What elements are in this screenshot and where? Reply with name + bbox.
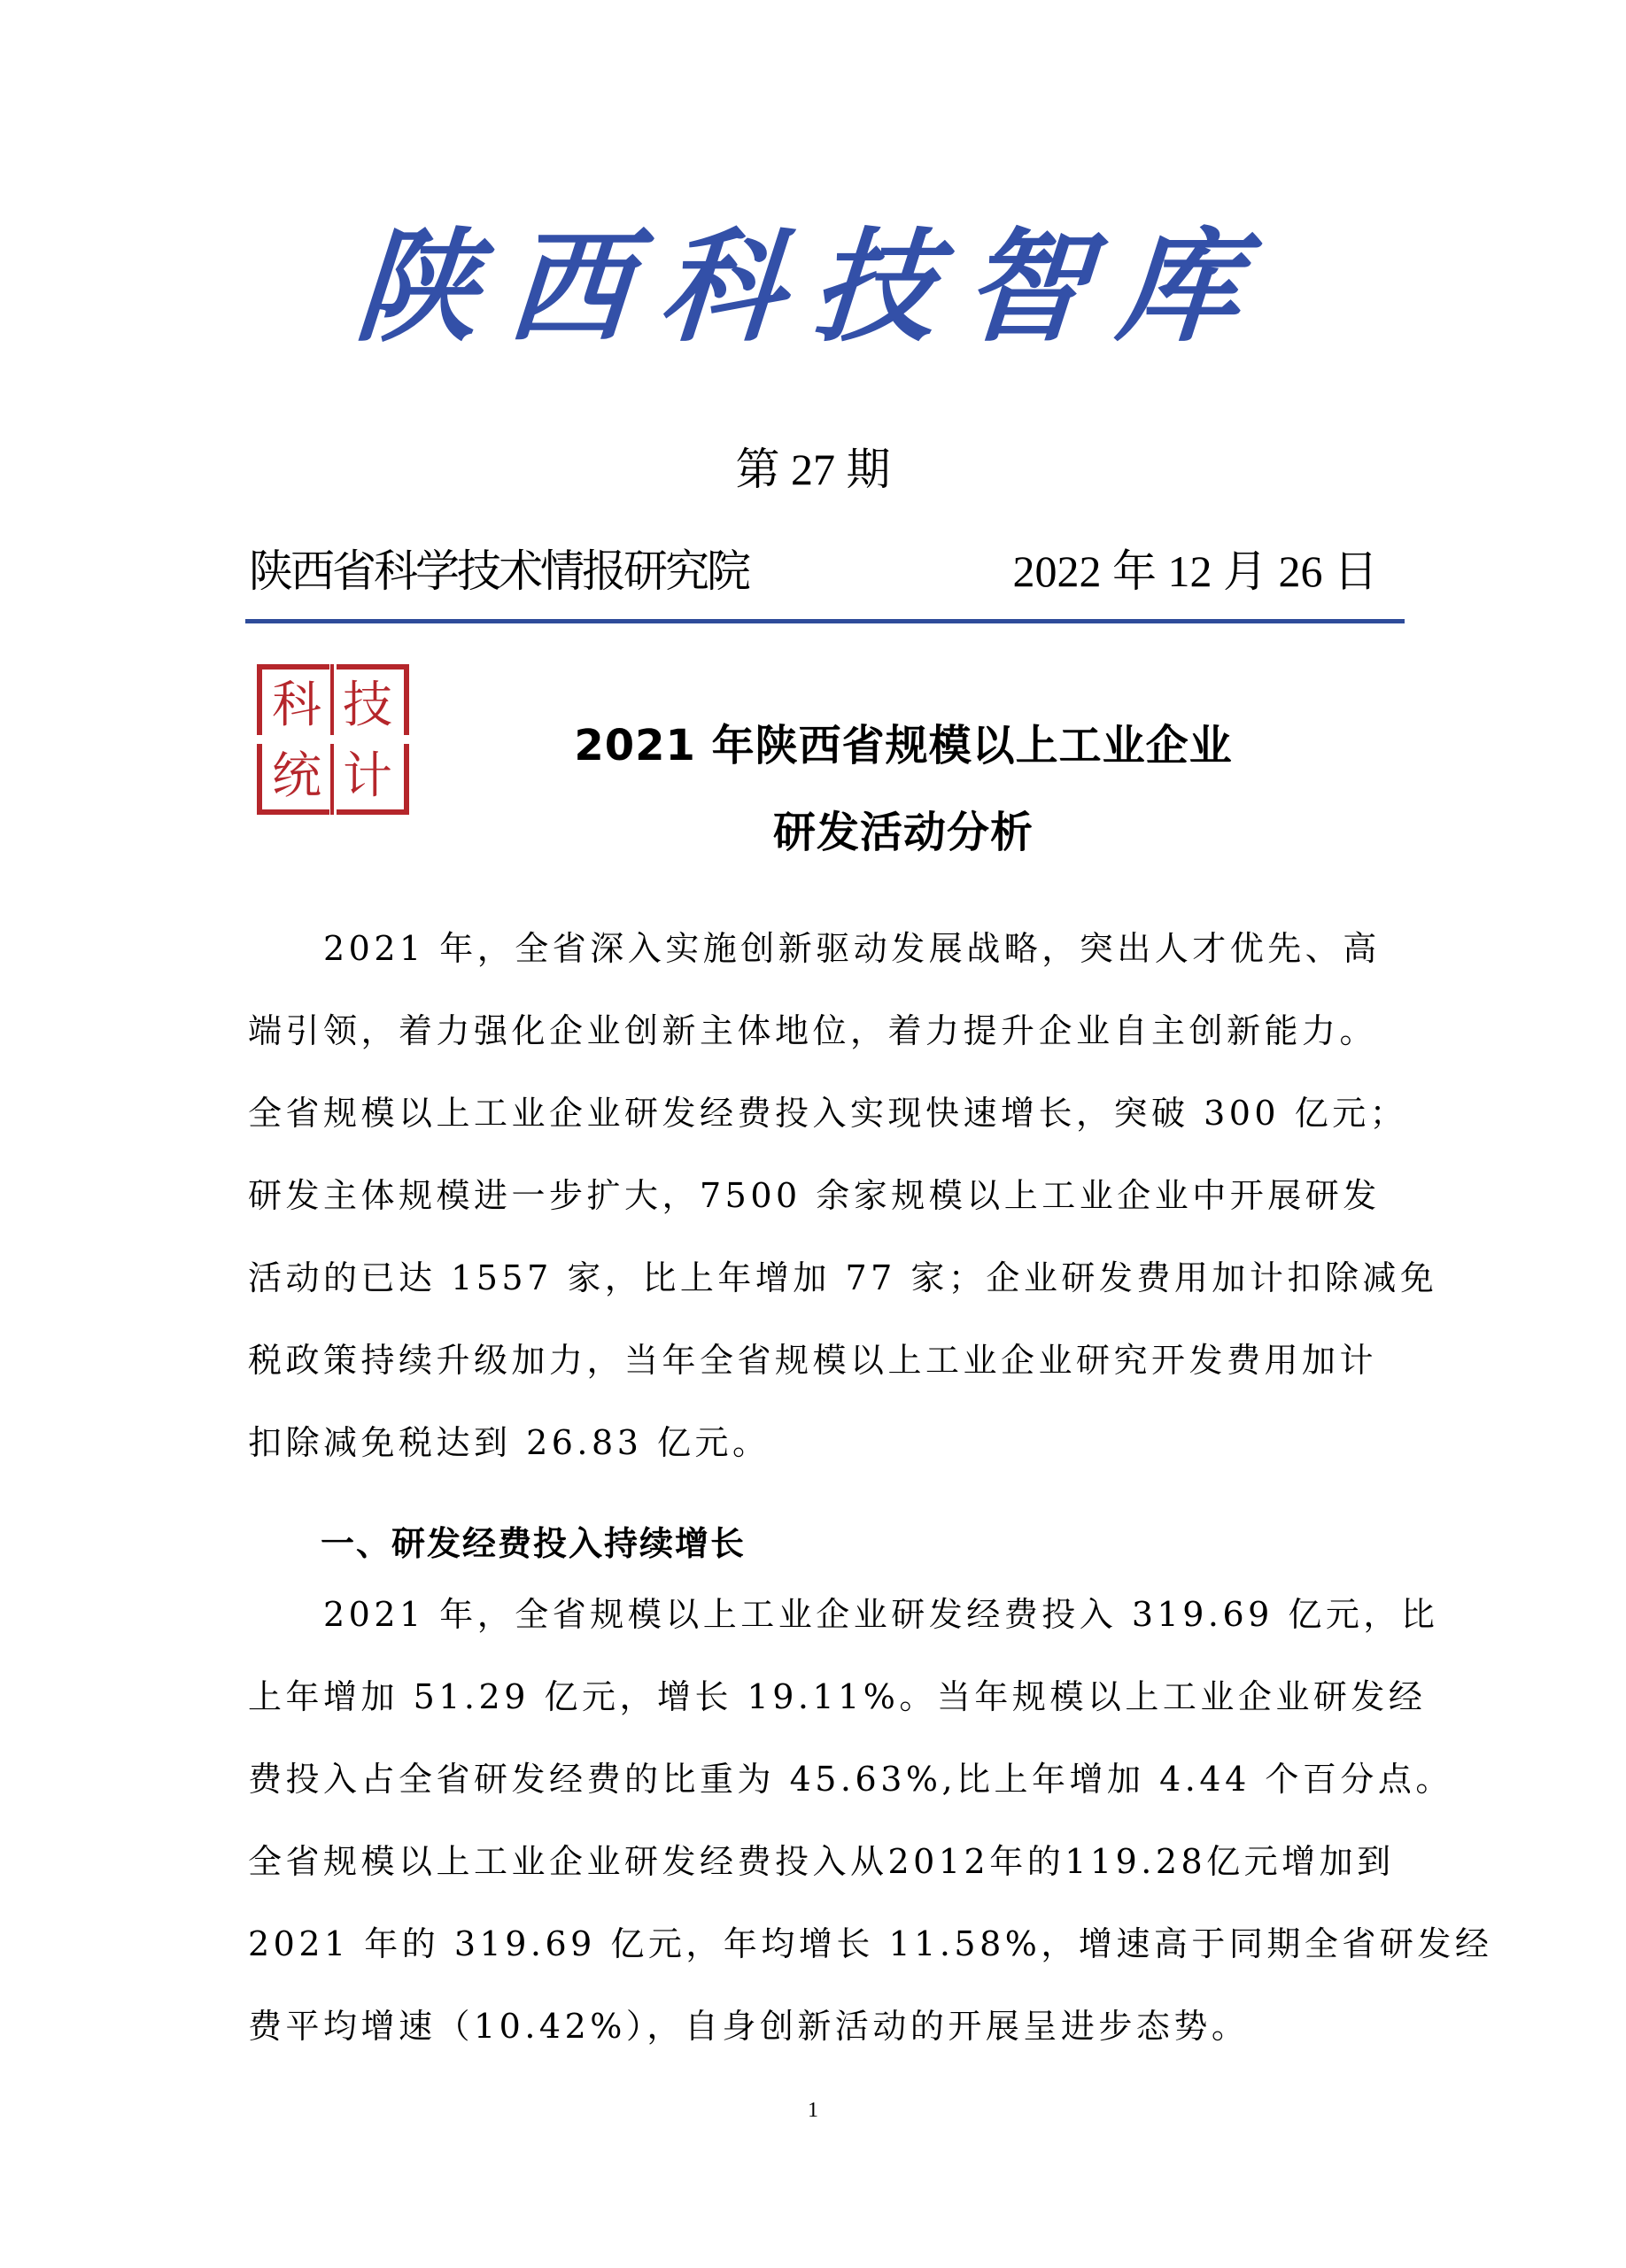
masthead-title: 陕西科技智库: [351, 214, 1275, 359]
logo-char-2: 技: [343, 677, 392, 734]
document-title-line1: 2021 年陕西省规模以上工业企业: [574, 721, 1233, 770]
paragraph-line: 费平均增速（10.42%），自身创新活动的开展呈进步态势。: [248, 2007, 1250, 2046]
paragraph-line: 端引领，着力强化企业创新主体地位，着力提升企业自主创新能力。: [248, 1011, 1378, 1050]
paragraph-line: 全省规模以上工业企业研发经费投入实现快速增长，突破 300 亿元；: [248, 1094, 1408, 1133]
paragraph-line: 全省规模以上工业企业研发经费投入从2012年的119.28亿元增加到: [248, 1842, 1395, 1881]
paragraph-line: 上年增加 51.29 亿元，增长 19.11%。当年规模以上工业企业研发经: [248, 1677, 1427, 1716]
logo-char-3: 统: [272, 747, 321, 805]
paragraph-line: 2021 年的 319.69 亿元，年均增长 11.58%，增速高于同期全省研发经: [248, 1924, 1493, 1963]
paragraph-line: 费投入占全省研发经费的比重为 45.63%,比上年增加 4.44 个百分点。: [248, 1760, 1453, 1799]
organization-name: 陕西省科学技术情报研究院: [249, 546, 748, 596]
paragraph-line: 活动的已达 1557 家，比上年增加 77 家；企业研发费用加计扣除减免: [248, 1258, 1438, 1297]
paragraph-line: 扣除减免税达到 26.83 亿元。: [248, 1423, 770, 1462]
section-heading: 一、研发经费投入持续增长: [321, 1524, 747, 1563]
header-divider: [245, 619, 1405, 623]
page-number: 1: [808, 2099, 818, 2122]
publication-date: 2022 年 12 月 26 日: [1012, 546, 1378, 596]
paragraph-line: 研发主体规模进一步扩大，7500 余家规模以上工业企业中开展研发: [248, 1176, 1381, 1215]
paragraph-line: 税政策持续升级加力，当年全省规模以上工业企业研究开发费用加计: [248, 1341, 1378, 1380]
paragraph-line: 2021 年，全省深入实施创新驱动发展战略，突出人才优先、高: [248, 929, 1381, 968]
logo-char-1: 科: [272, 677, 321, 734]
document-title-line2: 研发活动分析: [772, 808, 1034, 857]
issue-number: 第 27 期: [735, 445, 891, 494]
logo-char-4: 计: [343, 747, 392, 805]
publication-meta: [245, 546, 1405, 602]
paragraph-line: 2021 年，全省规模以上工业企业研发经费投入 319.69 亿元，比: [248, 1595, 1439, 1634]
